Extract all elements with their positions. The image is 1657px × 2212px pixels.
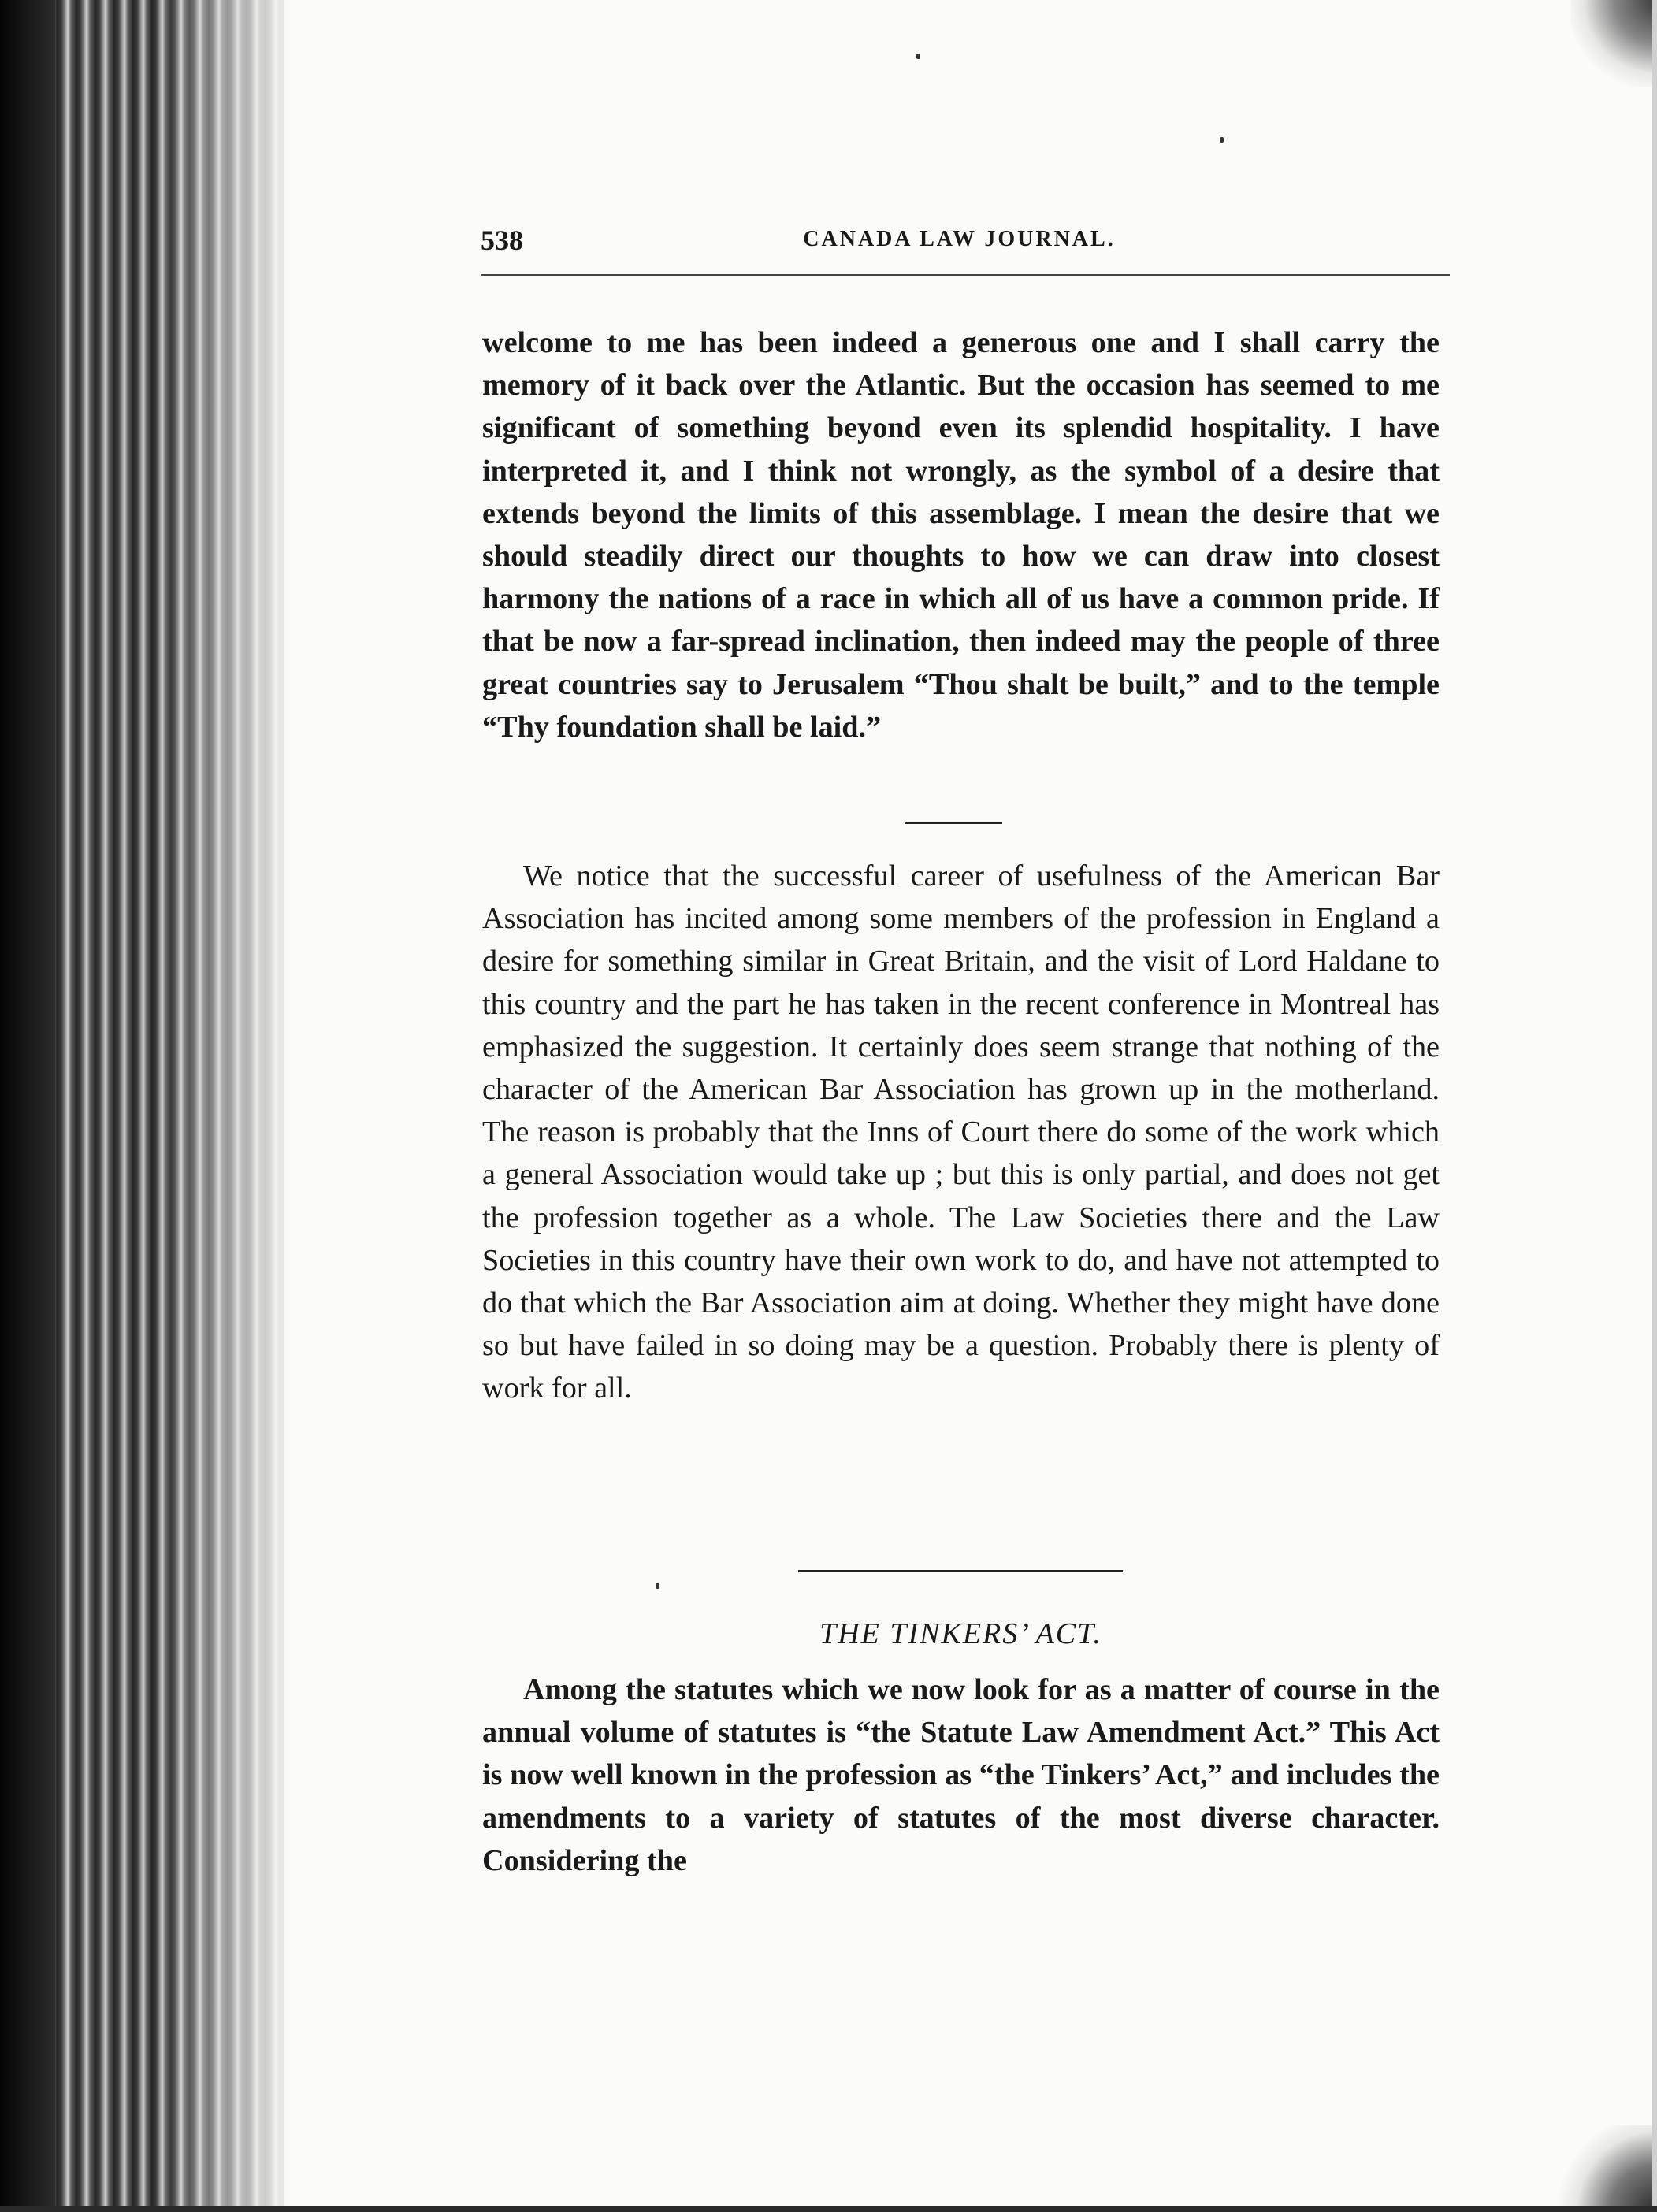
text-line: hospitality. I have interpreted it, and I think not wrongly, as [482, 411, 1440, 488]
scan-speck [1220, 137, 1224, 143]
scan-speck [916, 54, 920, 59]
text-line: the memory of it back over the Atlantic. But the occasion has [482, 326, 1440, 403]
text-line: welcome to me has been indeed a generous one and I shall carry [482, 326, 1385, 359]
binding-shadow [0, 0, 55, 2212]
binding-fade [158, 0, 299, 2212]
text-line: course in the annual volume of statutes is “the Statute Law [482, 1673, 1440, 1750]
text-line: the profession in England a desire for something similar in [482, 902, 1440, 978]
text-line: and the Law Societies in this country have their own work to [482, 1201, 1440, 1277]
text-line: has emphasized the suggestion. It certainly does seem strange [482, 987, 1440, 1063]
text-line: the Inns of Court there do some of the work which a general [482, 1115, 1440, 1192]
text-line: that be now a far-spread inclination, then indeed may the people [482, 625, 1329, 659]
page-corner-top-right [1570, 0, 1657, 87]
text-line: has grown up in the motherland. The reason is probably that [482, 1073, 1440, 1149]
text-line: for all. [552, 1371, 632, 1405]
text-line: as “the Tinkers’ Act,” and includes the amendments to a variety [482, 1758, 1440, 1835]
text-line: aim at doing. Whether they might have done so but have failed [482, 1286, 1440, 1363]
text-line: of statutes of the most diverse character. Considering the [482, 1801, 1440, 1877]
text-line: the symbol of a desire that extends beyond the limits of this [482, 454, 1440, 530]
page-bottom-edge [0, 2206, 1657, 2212]
paragraph-2-text [482, 855, 1440, 1410]
paragraph-1 [482, 321, 1440, 748]
text-line: We notice that the successful career of usefulness of the [523, 859, 1252, 893]
page-header [481, 224, 1438, 271]
text-line: Among the statutes which we now look for as a matter of [523, 1673, 1265, 1706]
text-line: seemed to me significant of something beyond even its splendid [482, 369, 1440, 445]
section-divider [798, 1570, 1123, 1572]
section-title: THE TINKERS’ ACT. [819, 1617, 1102, 1650]
paragraph-3-text [482, 1668, 1440, 1882]
scan-speck [656, 1583, 659, 1589]
text-line: in so doing may be a question. Probably there is plenty of work [482, 1329, 1440, 1405]
text-line: our thoughts to how we can draw into closest harmony the [482, 540, 1440, 616]
header-rule [481, 274, 1450, 276]
text-line: do, and have not attempted to do that which the Bar Association [482, 1243, 1440, 1320]
text-line: and the part he has taken in the recent conference in Montreal [634, 987, 1391, 1021]
paragraph-2 [482, 855, 1440, 1410]
section-divider [905, 822, 1002, 824]
text-line: American Bar Association has incited among some members of [482, 859, 1440, 936]
text-line: and to the temple “Thy foundation shall be laid.” [482, 667, 1440, 744]
text-line: Great Britain, and the visit of Lord Haldane to this country [482, 945, 1440, 1021]
paragraph-1-text [482, 321, 1440, 748]
running-head: CANADA LAW JOURNAL. [803, 227, 1116, 251]
text-line: get the profession together as a whole. The Law Societies there [482, 1158, 1440, 1234]
paragraph-3 [482, 1668, 1440, 1882]
text-line: Amendment Act.” This Act is now well known in the profession [482, 1716, 1440, 1792]
text-line: of three great countries say to Jerusalem “Thou shalt be built,” [482, 625, 1440, 701]
page-number: 538 [481, 225, 523, 256]
text-line: that nothing of the character of the American Bar Association [482, 1030, 1440, 1107]
text-line: nations of a race in which all of us have a common pride. If [658, 582, 1440, 616]
page-right-edge [1652, 0, 1657, 2212]
page-corner-bottom-right [1555, 2125, 1657, 2212]
text-line: assemblage. I mean the desire that we should steadily direct [482, 496, 1440, 573]
text-line: Association would take up ; but this is only partial, and does not [600, 1158, 1394, 1192]
